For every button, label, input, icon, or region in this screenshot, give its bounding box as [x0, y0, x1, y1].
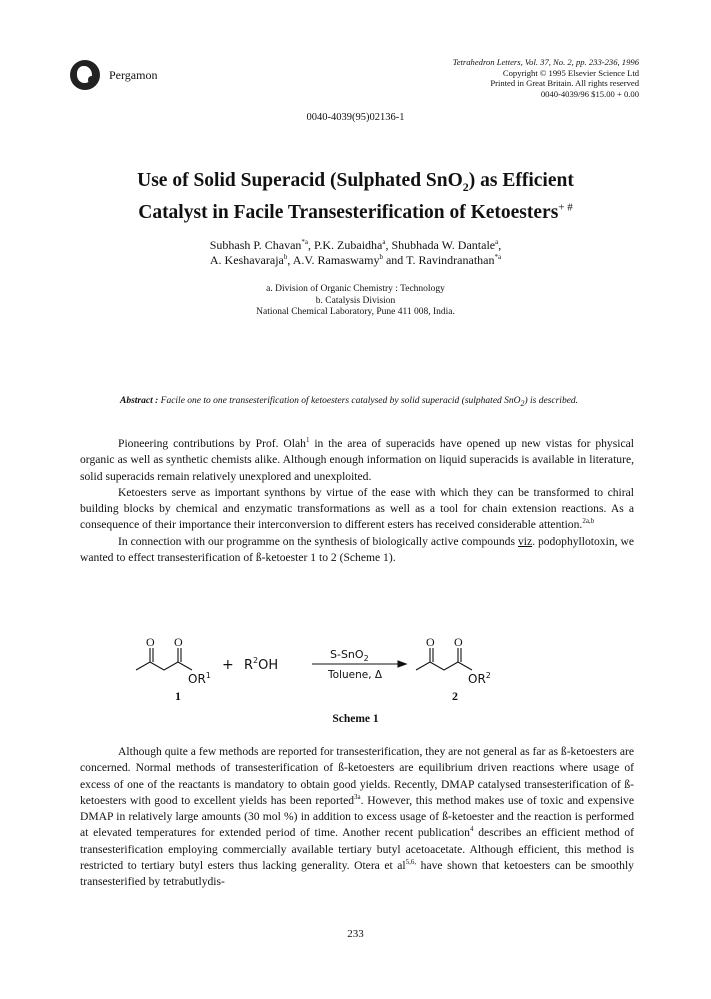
journal-info — [453, 57, 639, 99]
catalyst-label: S-SnO$_2$ — [330, 648, 369, 663]
scheme-caption: Scheme 1 — [332, 713, 379, 725]
carbonyl-o-1b: O — [174, 635, 183, 649]
affiliation-a: a. Division of Organic Chemistry : Technology — [266, 284, 445, 294]
reaction-conditions: Toluene, Δ — [328, 669, 383, 681]
authors: Subhash P. Chavan$^{*a}$, P.K. Zubaidha$^a$, Shubhada W. Dantale$^a$, A. Keshavaraja$^b$, A.V. Ramaswamy$^b$ and T. Ravindranathan$^{*a}$ — [209, 238, 502, 267]
scheme-1-reaction — [130, 634, 590, 712]
abstract: Abstract : Facile one to one transesterification of ketoesters catalysed by solid superacid (sulphated SnO$_2$) is described. — [120, 396, 579, 408]
journal-citation: Tetrahedron Letters, Vol. 37, No. 2, pp. 233-236, 1996 — [452, 57, 639, 67]
compound-2-label: 2 — [452, 689, 458, 703]
compound-1-label: 1 — [175, 689, 181, 703]
alcohol-reagent: $R^2OH$ — [244, 656, 279, 673]
carbonyl-o-2a: O — [426, 635, 435, 649]
body-text-top — [80, 436, 634, 566]
paper-title: Use of Solid Superacid (Sulphated SnO$_2$) as Efficient Catalyst in Facile Transesterification of Ketoesters+ # — [137, 170, 574, 223]
page-number: 233 — [347, 928, 364, 940]
plus-sign: + — [222, 657, 234, 673]
doi: 0040-4039(95)02136-1 — [306, 112, 405, 123]
paragraph-2: Ketoesters serve as important synthons by virtue of the ease with which they can be transformed to chiral building blocks by chemical and enzymatic transformations as well as a tool for chain extension reactions. As a consequence of their importance their interconversion to different esters has received considerable attention.$^{2a,b}$ — [80, 485, 634, 532]
carbonyl-o-2b: O — [454, 635, 463, 649]
body-text-bottom — [80, 744, 634, 891]
affiliation-b: b. Catalysis Division — [315, 295, 396, 306]
paragraph-1: Pioneering contributions by Prof. Olah$^1$ in the area of superacids have opened up new vistas for physical organic as well as synthetic chemists alike. Although enough information on liquid superacids is available in literature, solid superacids remain relatively unexplored and unexploited. — [80, 436, 634, 483]
ester-group-2: $OR^2$ — [468, 671, 491, 686]
abstract-label: Abstract : — [120, 396, 159, 406]
institution: National Chemical Laboratory, Pune 411 008, India. — [256, 307, 455, 317]
ester-group-1: $OR^1$ — [188, 671, 211, 686]
copyright-line: Copyright © 1995 Elsevier Science Ltd — [502, 67, 639, 78]
printed-line: Printed in Great Britain. All rights reserved — [490, 78, 639, 88]
pergamon-logo — [70, 60, 100, 90]
paragraph-3: In connection with our programme on the synthesis of biologically active compounds viz. podophyllotoxin, we wanted to effect transesterification of ß-ketoester 1 to 2 (Scheme 1). — [80, 534, 634, 565]
price-line: 0040-4039/96 $15.00 + 0.00 — [540, 88, 639, 99]
paragraph-4: Although quite a few methods are reported for transesterification, they are not general as far as ß-ketoesters are concerned. Normal methods of transesterification of ß-ketoesters are equilibrium driven reactions where usage of excess of one of the reactants is mandatory to obtain good yields. Recently, DMAP catalysed transesterification of ß-ketoesters with good to excellent yields has been reported$^{3a}$. However, this method makes use of toxic and expensive DMAP in relatively large amounts (30 mol %) in addition to excess usage of ß-ketoester and the reaction is performed at elevated temperatures for extended period of time. Another recent publication$^4$ describes an efficient method of transesterification employing commercially available tertiary butyl acetoacetate. Although efficient, this method is restricted to tertiary butyl esters thus lacking generality. Otera et $al^{5,6,}$ have shown that ketoesters can be smoothly transesterified by tetrabutlydis- — [80, 745, 634, 889]
affiliations — [0, 284, 711, 319]
publisher-name: Pergamon — [109, 68, 158, 82]
carbonyl-o-1a: O — [146, 635, 155, 649]
